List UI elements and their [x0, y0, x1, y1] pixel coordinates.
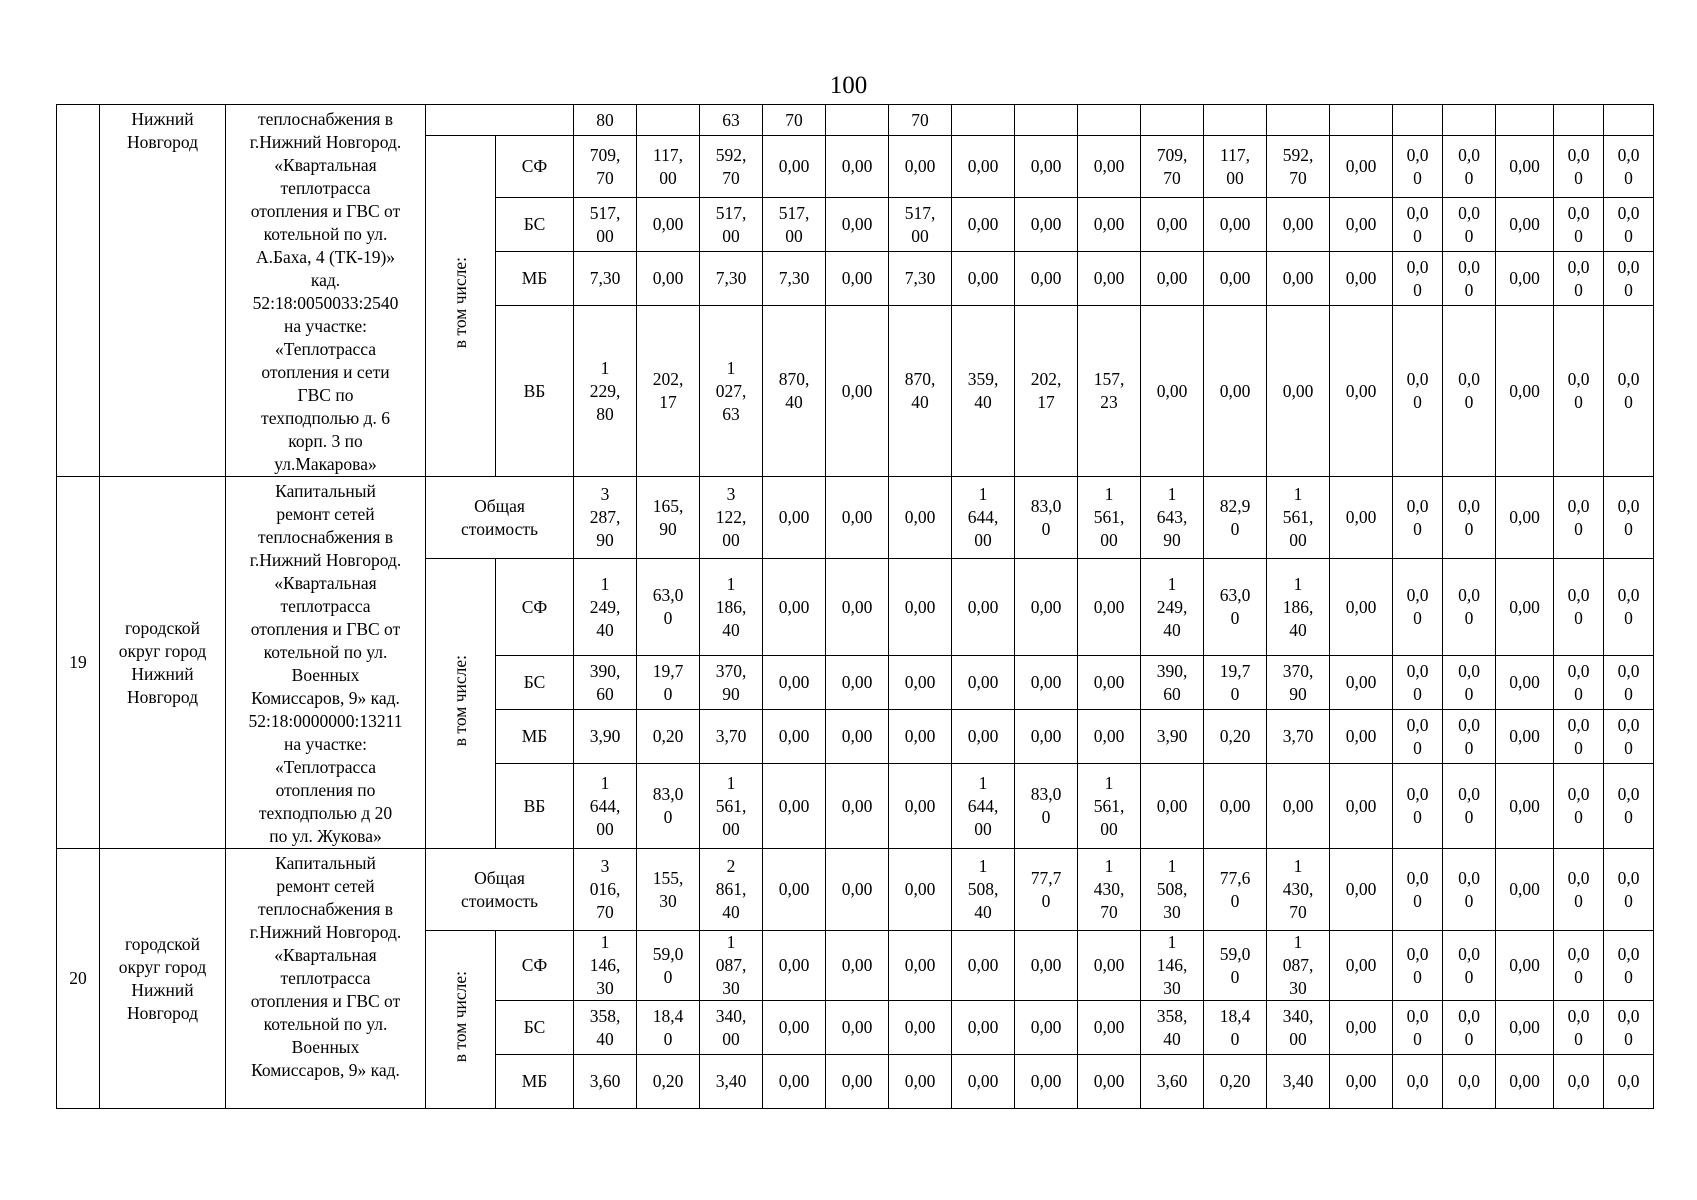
value-cell: 0,00 — [826, 656, 889, 710]
value-cell: 3,40 — [700, 1055, 763, 1109]
value-cell: 0,00 — [1330, 306, 1393, 477]
value-cell: 1 644, 00 — [574, 764, 637, 849]
value-cell: 63,0 0 — [1204, 559, 1267, 656]
value-cell: 0,00 — [1015, 656, 1078, 710]
value-cell: 1 561, 00 — [1078, 764, 1141, 849]
value-cell: 0,00 — [889, 849, 952, 931]
value-cell: 0,00 — [1267, 252, 1330, 306]
value-cell: 0,00 — [1015, 1001, 1078, 1055]
value-cell: 370, 90 — [1267, 656, 1330, 710]
in-that-number-cell — [426, 931, 496, 1109]
value-cell: 0,0 0 — [1443, 764, 1496, 849]
source-label-cell: МБ — [496, 1055, 574, 1109]
source-label-cell: БС — [496, 1001, 574, 1055]
total-label-cell: Общая стоимость — [426, 849, 574, 931]
value-cell: 1 027, 63 — [700, 306, 763, 477]
value-cell: 1 644, 00 — [952, 764, 1015, 849]
value-cell — [1267, 105, 1330, 136]
value-cell: 0,00 — [763, 710, 826, 764]
value-cell: 3,70 — [700, 710, 763, 764]
value-cell: 1 249, 40 — [574, 559, 637, 656]
value-cell: 157, 23 — [1078, 306, 1141, 477]
value-cell: 165, 90 — [637, 477, 700, 559]
value-cell: 0,0 0 — [1554, 1001, 1604, 1055]
budget-table — [56, 104, 1654, 1109]
value-cell: 0,00 — [763, 1055, 826, 1109]
value-cell: 0,00 — [1078, 136, 1141, 198]
value-cell: 1 561, 00 — [1267, 477, 1330, 559]
value-cell — [1015, 105, 1078, 136]
value-cell: 0,00 — [1496, 931, 1554, 1001]
value-cell: 1 561, 00 — [700, 764, 763, 849]
value-cell: 709, 70 — [1141, 136, 1204, 198]
value-cell: 0,00 — [952, 559, 1015, 656]
value-cell: 0,00 — [1267, 198, 1330, 252]
value-cell: 0,0 0 — [1393, 849, 1443, 931]
value-cell: 340, 00 — [700, 1001, 763, 1055]
value-cell: 0,00 — [1078, 710, 1141, 764]
value-cell: 0,00 — [826, 849, 889, 931]
value-cell: 0,00 — [1078, 1001, 1141, 1055]
value-cell: 870, 40 — [763, 306, 826, 477]
value-cell: 202, 17 — [1015, 306, 1078, 477]
row-number-cell: 20 — [57, 849, 100, 1109]
value-cell: 370, 90 — [700, 656, 763, 710]
value-cell: 0,00 — [826, 764, 889, 849]
value-cell — [1554, 105, 1604, 136]
value-cell: 18,4 0 — [1204, 1001, 1267, 1055]
value-cell: 0,0 0 — [1443, 306, 1496, 477]
region-cell: городской округ город Нижний Новгород — [100, 477, 226, 849]
value-cell: 0,0 0 — [1604, 710, 1654, 764]
value-cell — [1078, 105, 1141, 136]
value-cell: 0,0 0 — [1554, 931, 1604, 1001]
value-cell — [637, 105, 700, 136]
value-cell: 18,4 0 — [637, 1001, 700, 1055]
value-cell: 1 249, 40 — [1141, 559, 1204, 656]
in-that-number-label: в том числе: — [450, 257, 470, 349]
value-cell: 59,0 0 — [637, 931, 700, 1001]
value-cell: 0,0 0 — [1393, 477, 1443, 559]
value-cell: 0,00 — [1141, 198, 1204, 252]
value-cell: 0,0 0 — [1604, 764, 1654, 849]
value-cell: 0,00 — [889, 1055, 952, 1109]
value-cell: 0,00 — [826, 559, 889, 656]
value-cell: 0,00 — [763, 559, 826, 656]
value-cell: 0,00 — [1496, 252, 1554, 306]
source-label-cell: МБ — [496, 710, 574, 764]
table-body — [57, 105, 1654, 1109]
value-cell — [1330, 105, 1393, 136]
value-cell: 0,00 — [826, 136, 889, 198]
value-cell: 592, 70 — [1267, 136, 1330, 198]
value-cell: 63 — [700, 105, 763, 136]
value-cell: 0,0 0 — [1443, 849, 1496, 931]
value-cell — [1204, 105, 1267, 136]
value-cell: 0,0 0 — [1604, 477, 1654, 559]
value-cell: 0,0 0 — [1604, 656, 1654, 710]
value-cell: 0,00 — [1204, 252, 1267, 306]
value-cell — [1443, 105, 1496, 136]
value-cell — [952, 105, 1015, 136]
value-cell — [1393, 105, 1443, 136]
value-cell: 63,0 0 — [637, 559, 700, 656]
value-cell: 340, 00 — [1267, 1001, 1330, 1055]
value-cell: 517, 00 — [574, 198, 637, 252]
value-cell: 0,0 0 — [1443, 198, 1496, 252]
value-cell: 390, 60 — [1141, 656, 1204, 710]
value-cell: 1 643, 90 — [1141, 477, 1204, 559]
value-cell: 0,00 — [1496, 306, 1554, 477]
value-cell: 0,0 — [1604, 1055, 1654, 1109]
value-cell: 0,00 — [1078, 198, 1141, 252]
value-cell: 0,00 — [1330, 849, 1393, 931]
value-cell: 0,00 — [889, 1001, 952, 1055]
in-that-number-cell — [426, 136, 496, 477]
value-cell: 0,00 — [952, 1001, 1015, 1055]
value-cell: 0,0 0 — [1604, 252, 1654, 306]
value-cell: 870, 40 — [889, 306, 952, 477]
value-cell: 0,0 0 — [1604, 136, 1654, 198]
source-label-cell: СФ — [496, 931, 574, 1001]
value-cell: 0,00 — [763, 477, 826, 559]
value-cell: 0,00 — [1330, 710, 1393, 764]
value-cell: 0,0 0 — [1443, 252, 1496, 306]
value-cell: 155, 30 — [637, 849, 700, 931]
value-cell: 1 087, 30 — [1267, 931, 1330, 1001]
value-cell: 0,00 — [826, 1055, 889, 1109]
value-cell: 0,00 — [1330, 764, 1393, 849]
value-cell: 0,00 — [1330, 477, 1393, 559]
value-cell: 3,90 — [574, 710, 637, 764]
value-cell: 0,0 0 — [1393, 559, 1443, 656]
value-cell: 0,00 — [763, 931, 826, 1001]
value-cell: 0,20 — [1204, 1055, 1267, 1109]
value-cell: 358, 40 — [1141, 1001, 1204, 1055]
value-cell: 3,60 — [574, 1055, 637, 1109]
value-cell: 0,00 — [1015, 1055, 1078, 1109]
value-cell: 0,00 — [1078, 1055, 1141, 1109]
value-cell: 1 229, 80 — [574, 306, 637, 477]
value-cell: 0,00 — [1015, 252, 1078, 306]
table-row — [57, 849, 1654, 931]
value-cell: 592, 70 — [700, 136, 763, 198]
value-cell: 0,00 — [826, 198, 889, 252]
value-cell: 0,0 0 — [1554, 198, 1604, 252]
value-cell: 0,0 0 — [1604, 306, 1654, 477]
value-cell: 3,70 — [1267, 710, 1330, 764]
value-cell: 359, 40 — [952, 306, 1015, 477]
value-cell: 0,00 — [826, 931, 889, 1001]
value-cell: 0,00 — [889, 710, 952, 764]
value-cell: 1 186, 40 — [700, 559, 763, 656]
value-cell: 0,0 0 — [1443, 136, 1496, 198]
value-cell: 0,0 0 — [1604, 849, 1654, 931]
value-cell: 0,00 — [1015, 136, 1078, 198]
value-cell: 0,00 — [952, 710, 1015, 764]
value-cell: 0,00 — [1141, 306, 1204, 477]
value-cell: 0,00 — [1330, 931, 1393, 1001]
value-cell: 0,0 0 — [1554, 559, 1604, 656]
value-cell: 0,0 — [1554, 1055, 1604, 1109]
value-cell: 0,00 — [889, 136, 952, 198]
value-cell: 0,00 — [826, 252, 889, 306]
object-name-cell: Капитальный ремонт сетей теплоснабжения в г.Нижний Новгород. «Квартальная теплотрасса отопления и ГВС от котельной по ул. Военных Комиссаров, 9» кад. — [226, 849, 426, 1109]
value-cell: 1 644, 00 — [952, 477, 1015, 559]
value-cell — [1141, 105, 1204, 136]
value-cell: 0,0 0 — [1554, 136, 1604, 198]
in-that-number-label: в том числе: — [450, 654, 470, 747]
source-label-cell: СФ — [496, 559, 574, 656]
value-cell: 0,00 — [889, 931, 952, 1001]
value-cell: 19,7 0 — [637, 656, 700, 710]
value-cell: 0,0 0 — [1443, 931, 1496, 1001]
value-cell: 1 508, 40 — [952, 849, 1015, 931]
value-cell: 1 186, 40 — [1267, 559, 1330, 656]
value-cell: 3 016, 70 — [574, 849, 637, 931]
value-cell: 0,0 0 — [1554, 477, 1604, 559]
value-cell: 0,00 — [1496, 477, 1554, 559]
value-cell: 0,00 — [763, 656, 826, 710]
value-cell: 0,00 — [1496, 1055, 1554, 1109]
value-cell: 83,0 0 — [637, 764, 700, 849]
value-cell: 7,30 — [763, 252, 826, 306]
value-cell: 0,00 — [1330, 656, 1393, 710]
value-cell: 0,00 — [1078, 559, 1141, 656]
value-cell: 82,9 0 — [1204, 477, 1267, 559]
value-cell: 0,00 — [763, 1001, 826, 1055]
value-cell: 0,0 0 — [1554, 656, 1604, 710]
value-cell: 0,00 — [1330, 252, 1393, 306]
value-cell: 0,0 0 — [1604, 559, 1654, 656]
total-label-cell: Общая стоимость — [426, 477, 574, 559]
value-cell: 0,00 — [1496, 656, 1554, 710]
source-label-cell: БС — [496, 656, 574, 710]
value-cell: 80 — [574, 105, 637, 136]
object-name-cell: теплоснабжения в г.Нижний Новгород. «Квартальная теплотрасса отопления и ГВС от котельной по ул. А.Баха, 4 (ТК-19)» кад. 52:18:0050033:2540 на участке: «Теплотрасса отопления и сети ГВС по техподполью д. 6 корп. 3 по ул.Макарова» — [226, 105, 426, 477]
value-cell: 77,7 0 — [1015, 849, 1078, 931]
value-cell — [1604, 105, 1654, 136]
value-cell: 0,00 — [763, 764, 826, 849]
region-cell: Нижний Новгород — [100, 105, 226, 477]
row-number-cell: 19 — [57, 477, 100, 849]
value-cell: 0,00 — [952, 198, 1015, 252]
value-cell: 70 — [889, 105, 952, 136]
source-label-cell — [426, 105, 574, 136]
value-cell: 1 430, 70 — [1078, 849, 1141, 931]
value-cell: 517, 00 — [889, 198, 952, 252]
page-number: 100 — [829, 72, 868, 99]
value-cell: 77,6 0 — [1204, 849, 1267, 931]
value-cell: 358, 40 — [574, 1001, 637, 1055]
value-cell: 0,00 — [1015, 931, 1078, 1001]
value-cell: 0,00 — [637, 198, 700, 252]
value-cell: 1 561, 00 — [1078, 477, 1141, 559]
value-cell: 0,0 0 — [1443, 710, 1496, 764]
value-cell: 0,0 0 — [1393, 931, 1443, 1001]
value-cell: 0,00 — [952, 136, 1015, 198]
value-cell: 0,0 0 — [1554, 849, 1604, 931]
value-cell: 0,0 0 — [1604, 198, 1654, 252]
value-cell: 1 430, 70 — [1267, 849, 1330, 931]
value-cell — [1496, 105, 1554, 136]
value-cell: 0,00 — [1496, 559, 1554, 656]
value-cell: 7,30 — [574, 252, 637, 306]
value-cell: 390, 60 — [574, 656, 637, 710]
value-cell: 0,0 — [1393, 1055, 1443, 1109]
value-cell: 0,0 0 — [1393, 710, 1443, 764]
value-cell: 70 — [763, 105, 826, 136]
value-cell — [826, 105, 889, 136]
value-cell: 0,00 — [1267, 306, 1330, 477]
value-cell: 1 087, 30 — [700, 931, 763, 1001]
value-cell: 0,00 — [826, 477, 889, 559]
source-label-cell: ВБ — [496, 764, 574, 849]
value-cell: 3 287, 90 — [574, 477, 637, 559]
value-cell: 0,0 0 — [1393, 1001, 1443, 1055]
value-cell: 0,00 — [1267, 764, 1330, 849]
value-cell: 0,00 — [1496, 764, 1554, 849]
value-cell: 0,00 — [952, 252, 1015, 306]
value-cell: 3 122, 00 — [700, 477, 763, 559]
value-cell: 0,0 0 — [1393, 252, 1443, 306]
value-cell: 0,0 — [1443, 1055, 1496, 1109]
value-cell: 0,0 0 — [1554, 764, 1604, 849]
value-cell: 0,00 — [1078, 656, 1141, 710]
value-cell: 0,0 0 — [1393, 764, 1443, 849]
value-cell: 0,0 0 — [1393, 136, 1443, 198]
value-cell: 0,00 — [1141, 764, 1204, 849]
value-cell: 0,0 0 — [1554, 306, 1604, 477]
in-that-number-cell — [426, 559, 496, 849]
value-cell: 0,00 — [1078, 252, 1141, 306]
value-cell: 0,0 0 — [1554, 252, 1604, 306]
value-cell: 0,00 — [1496, 710, 1554, 764]
value-cell: 0,00 — [889, 656, 952, 710]
value-cell: 709, 70 — [574, 136, 637, 198]
value-cell: 7,30 — [889, 252, 952, 306]
value-cell: 83,0 0 — [1015, 764, 1078, 849]
value-cell: 0,0 0 — [1443, 477, 1496, 559]
value-cell: 0,00 — [1330, 136, 1393, 198]
value-cell: 0,20 — [637, 710, 700, 764]
region-cell: городской округ город Нижний Новгород — [100, 849, 226, 1109]
value-cell: 2 861, 40 — [700, 849, 763, 931]
value-cell: 0,00 — [1496, 136, 1554, 198]
value-cell: 19,7 0 — [1204, 656, 1267, 710]
value-cell: 3,60 — [1141, 1055, 1204, 1109]
value-cell: 0,00 — [1330, 198, 1393, 252]
value-cell: 0,0 0 — [1443, 656, 1496, 710]
value-cell: 0,0 0 — [1443, 1001, 1496, 1055]
value-cell: 0,00 — [1078, 931, 1141, 1001]
value-cell: 517, 00 — [763, 198, 826, 252]
value-cell: 0,20 — [637, 1055, 700, 1109]
value-cell: 202, 17 — [637, 306, 700, 477]
value-cell: 0,00 — [1141, 252, 1204, 306]
value-cell: 83,0 0 — [1015, 477, 1078, 559]
source-label-cell: ВБ — [496, 306, 574, 477]
value-cell: 0,0 0 — [1443, 559, 1496, 656]
value-cell: 0,00 — [952, 1055, 1015, 1109]
value-cell: 0,00 — [826, 306, 889, 477]
value-cell: 0,00 — [826, 1001, 889, 1055]
value-cell: 0,00 — [1015, 198, 1078, 252]
value-cell: 0,00 — [1496, 198, 1554, 252]
value-cell: 0,0 0 — [1393, 306, 1443, 477]
table-row — [57, 477, 1654, 559]
value-cell: 0,00 — [1204, 198, 1267, 252]
in-that-number-label: в том числе: — [450, 970, 470, 1063]
value-cell: 0,00 — [763, 849, 826, 931]
value-cell: 1 146, 30 — [574, 931, 637, 1001]
value-cell: 59,0 0 — [1204, 931, 1267, 1001]
value-cell: 1 146, 30 — [1141, 931, 1204, 1001]
value-cell: 0,00 — [1015, 710, 1078, 764]
table-row — [57, 105, 1654, 136]
value-cell: 517, 00 — [700, 198, 763, 252]
value-cell: 0,00 — [952, 931, 1015, 1001]
value-cell: 0,00 — [1330, 1001, 1393, 1055]
source-label-cell: СФ — [496, 136, 574, 198]
value-cell: 3,90 — [1141, 710, 1204, 764]
value-cell: 0,0 0 — [1604, 931, 1654, 1001]
value-cell: 0,0 0 — [1393, 656, 1443, 710]
value-cell: 0,20 — [1204, 710, 1267, 764]
row-number-cell — [57, 105, 100, 477]
value-cell: 0,00 — [637, 252, 700, 306]
value-cell: 0,0 0 — [1604, 1001, 1654, 1055]
value-cell: 0,00 — [1496, 849, 1554, 931]
value-cell: 117, 00 — [1204, 136, 1267, 198]
value-cell: 0,00 — [1015, 559, 1078, 656]
value-cell: 0,00 — [1330, 1055, 1393, 1109]
value-cell: 7,30 — [700, 252, 763, 306]
value-cell: 0,00 — [1204, 306, 1267, 477]
object-name-cell: Капитальный ремонт сетей теплоснабжения в г.Нижний Новгород. «Квартальная теплотрасса отопления и ГВС от котельной по ул. Военных Комиссаров, 9» кад. 52:18:0000000:13211 на участке: «Теплотрасса отопления по техподполью д 20 по ул. Жукова» — [226, 477, 426, 849]
value-cell: 0,00 — [1204, 764, 1267, 849]
source-label-cell: БС — [496, 198, 574, 252]
value-cell: 0,00 — [889, 764, 952, 849]
value-cell: 0,00 — [889, 477, 952, 559]
value-cell: 0,00 — [1496, 1001, 1554, 1055]
value-cell: 0,00 — [763, 136, 826, 198]
value-cell: 3,40 — [1267, 1055, 1330, 1109]
value-cell: 0,00 — [889, 559, 952, 656]
value-cell: 1 508, 30 — [1141, 849, 1204, 931]
value-cell: 0,00 — [952, 656, 1015, 710]
value-cell: 0,0 0 — [1554, 710, 1604, 764]
value-cell: 117, 00 — [637, 136, 700, 198]
source-label-cell: МБ — [496, 252, 574, 306]
value-cell: 0,00 — [1330, 559, 1393, 656]
value-cell: 0,00 — [826, 710, 889, 764]
value-cell: 0,0 0 — [1393, 198, 1443, 252]
